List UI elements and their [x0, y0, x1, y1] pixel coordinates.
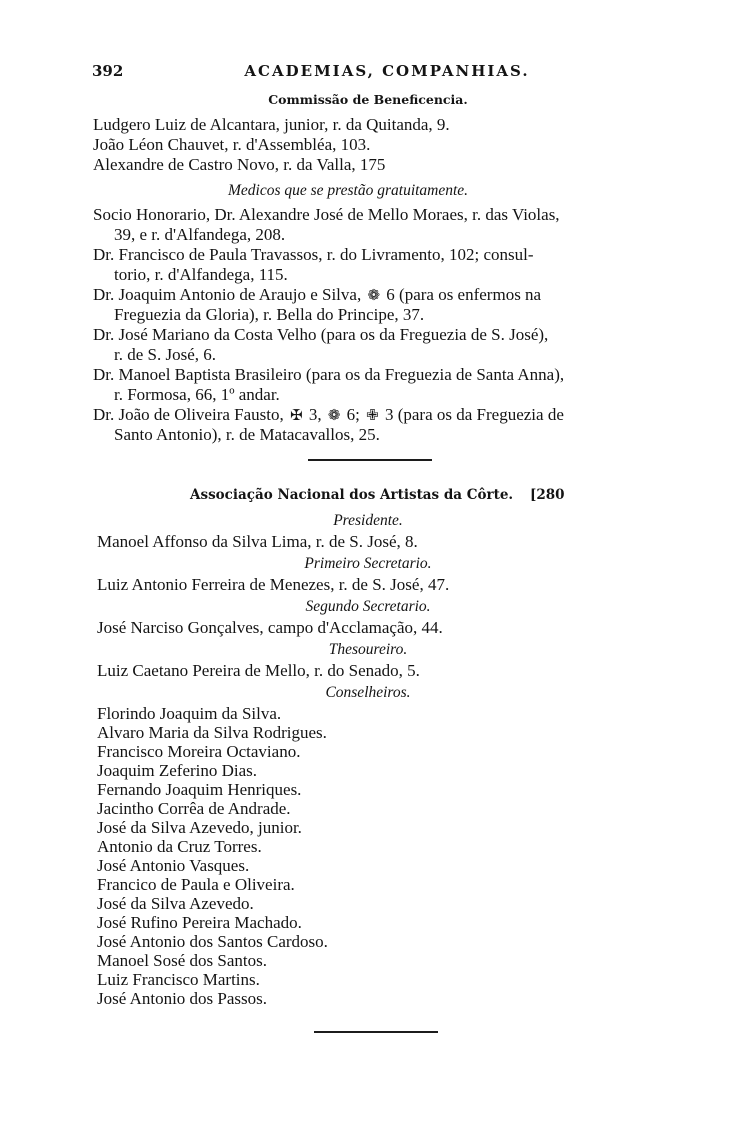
doctor-note: 6; — [346, 405, 360, 424]
commission-member: Ludgero Luiz de Alcantara, junior, r. da Quitanda, 9. — [93, 115, 450, 134]
section-divider — [308, 459, 432, 461]
doctor-entry-line — [93, 405, 564, 425]
councillor-item: José Antonio dos Santos Cardoso. — [97, 932, 328, 951]
cross-order-icon: ✠ — [290, 406, 303, 424]
councillor-item: Florindo Joaquim da Silva. — [97, 704, 282, 723]
councillor-item: Fernando Joaquim Henriques. — [97, 780, 302, 799]
councillor-item: Francico de Paula e Oliveira. — [97, 875, 295, 894]
councillor-item: José da Silva Azevedo. — [97, 894, 254, 913]
doctor-entry-line: torio, r. d'Alfandega, 115. — [114, 265, 288, 284]
section-divider — [314, 1031, 438, 1033]
doctor-name: Dr. Joaquim Antonio de Araujo e Silva, — [93, 285, 362, 304]
second-secretary-label: Segundo Secretario. — [305, 598, 431, 615]
president-label: Presidente. — [333, 512, 403, 529]
page-header — [92, 62, 662, 86]
councillor-item: Joaquim Zeferino Dias. — [97, 761, 258, 780]
doctor-entry-line: Socio Honorario, Dr. Alexandre José de Mello Moraes, r. das Violas, — [93, 205, 560, 224]
doctor-entry-line: Dr. Manoel Baptista Brasileiro (para os da Freguezia de Santa Anna), — [93, 365, 565, 384]
running-head: ACADEMIAS, COMPANHIAS. — [244, 62, 530, 80]
association-ref: [280 — [530, 487, 565, 503]
commission-title: Commissão de Beneficencia. — [268, 92, 468, 107]
star-order-icon: ✙ — [366, 406, 379, 424]
councillor-item: Antonio da Cruz Torres. — [97, 837, 262, 856]
treasurer-label: Thesoureiro. — [328, 641, 408, 658]
association-title: Associação Nacional dos Artistas da Côrte. — [190, 487, 514, 503]
doctors-title: Medicos que se prestão gratuitamente. — [228, 182, 469, 199]
doctor-entry-line: Dr. Francisco de Paula Travassos, r. do Livramento, 102; consul- — [93, 245, 534, 264]
first-secretary-label: Primeiro Secretario. — [304, 555, 432, 572]
doctor-entry-line — [93, 285, 541, 305]
doctor-note: 3, — [308, 405, 322, 424]
commission-member: João Léon Chauvet, r. d'Assembléa, 103. — [93, 135, 371, 154]
rose-order-icon: ❁ — [327, 406, 341, 424]
councillor-item: José Rufino Pereira Machado. — [97, 913, 302, 932]
commission-member: Alexandre de Castro Novo, r. da Valla, 175 — [93, 155, 386, 174]
doctor-entry-line: Santo Antonio), r. de Matacavallos, 25. — [114, 425, 380, 444]
second-secretary-name: José Narciso Gonçalves, campo d'Acclamação, 44. — [97, 618, 443, 637]
page-number: 392 — [92, 62, 124, 80]
doctor-entry-line: Freguezia da Gloria), r. Bella do Principe, 37. — [114, 305, 425, 324]
councillor-item: José Antonio dos Passos. — [97, 989, 268, 1008]
councillor-item: José da Silva Azevedo, junior. — [97, 818, 302, 837]
first-secretary-name: Luiz Antonio Ferreira de Menezes, r. de S. José, 47. — [97, 575, 450, 594]
president-name: Manoel Affonso da Silva Lima, r. de S. José, 8. — [97, 532, 418, 551]
doctor-entry-line: r. Formosa, 66, 1º andar. — [114, 385, 280, 404]
councillor-item: Alvaro Maria da Silva Rodrigues. — [97, 723, 327, 742]
doctor-entry-line: Dr. José Mariano da Costa Velho (para os da Freguezia de S. José), — [93, 325, 549, 344]
councillor-item: Jacintho Corrêa de Andrade. — [97, 799, 291, 818]
doctor-note: 6 (para os enfermos na — [386, 285, 542, 304]
doctor-entry-line: 39, e r. d'Alfandega, 208. — [114, 225, 286, 244]
doctor-entry-line: r. de S. José, 6. — [114, 345, 216, 364]
councillor-item: José Antonio Vasques. — [97, 856, 250, 875]
councillor-item: Luiz Francisco Martins. — [97, 970, 260, 989]
councillor-item: Francisco Moreira Octaviano. — [97, 742, 301, 761]
treasurer-name: Luiz Caetano Pereira de Mello, r. do Senado, 5. — [97, 661, 420, 680]
councillors-label: Conselheiros. — [325, 684, 411, 701]
councillor-item: Manoel Sosé dos Santos. — [97, 951, 267, 970]
doctor-note: 3 (para os da Freguezia de — [384, 405, 564, 424]
rose-order-icon: ❁ — [367, 286, 381, 304]
doctor-name: Dr. João de Oliveira Fausto, — [93, 405, 284, 424]
